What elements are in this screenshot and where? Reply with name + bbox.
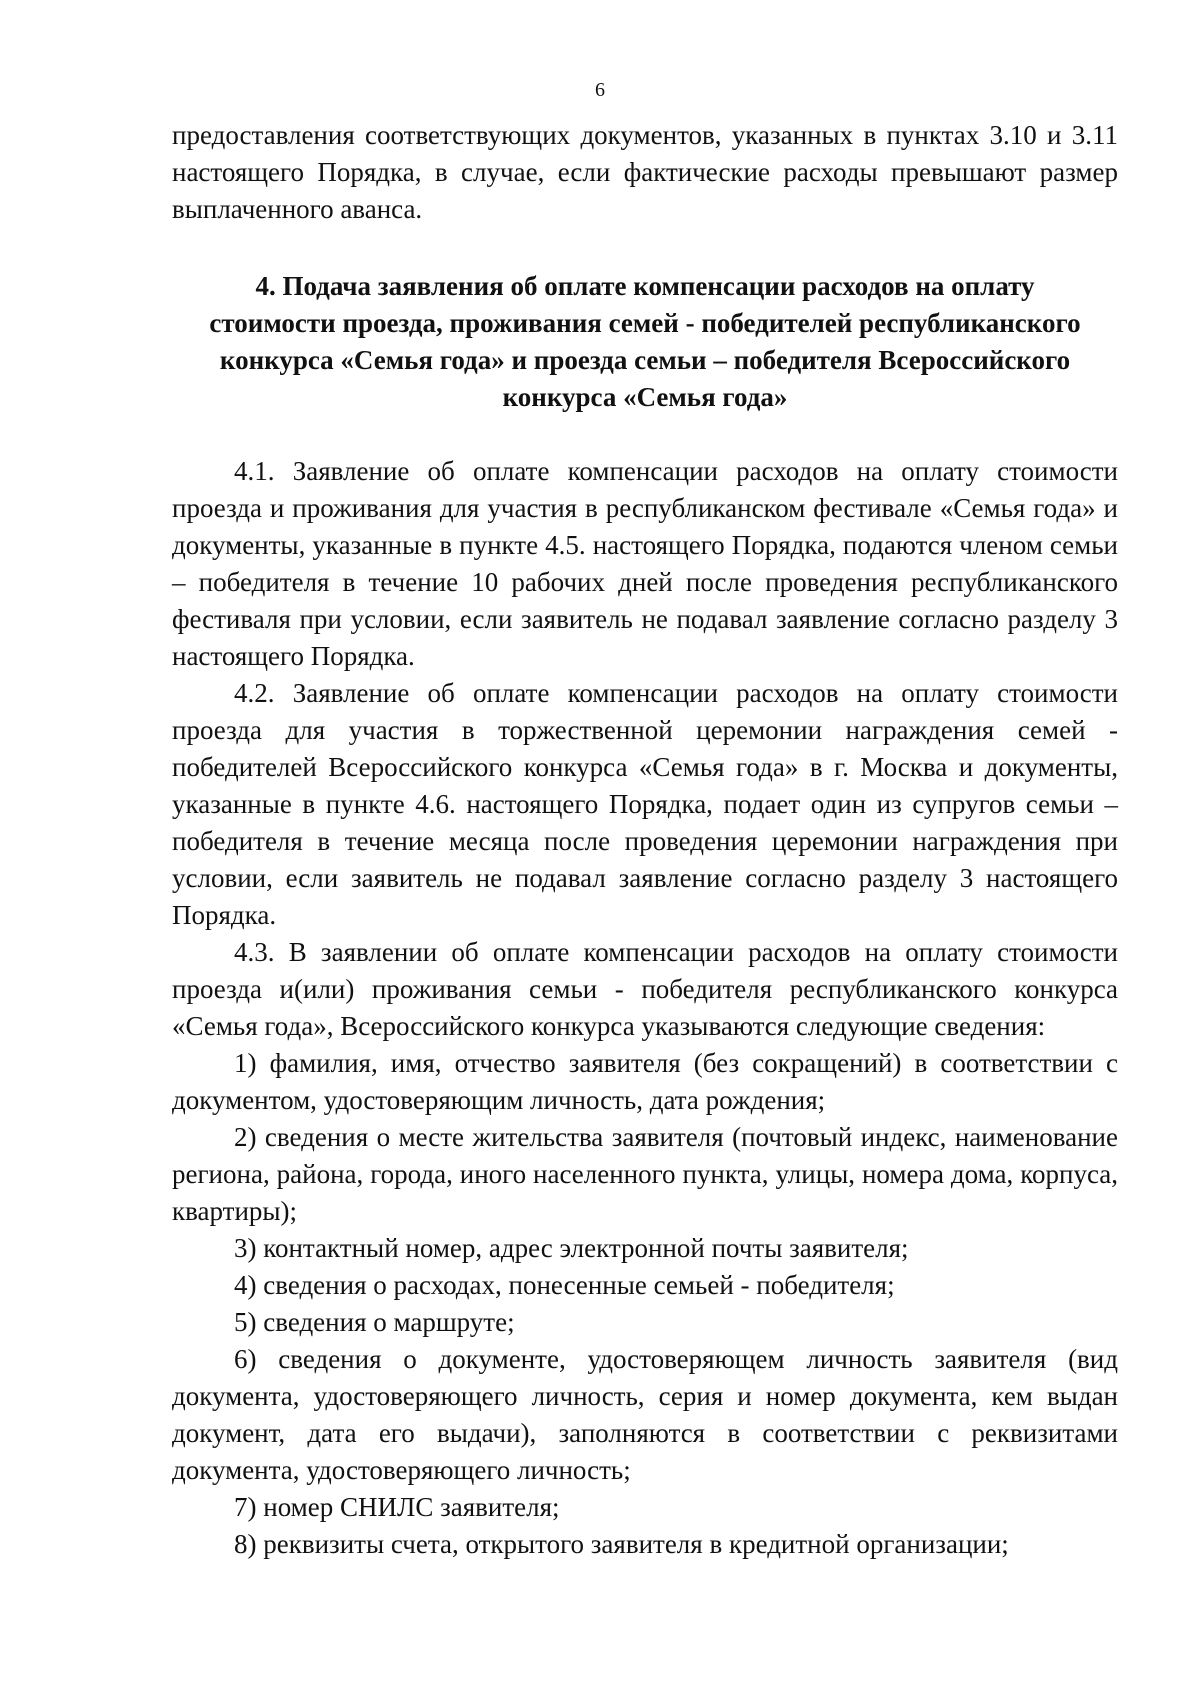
paragraph-4-1: 4.1. Заявление об оплате компенсации расходов на оплату стоимости проезда и проживания для участия в республиканском фестивале «Семья года» и документы, указанные в пункте 4.5. настоящего Порядка, подаются членом семьи – победителя в течение 10 рабочих дней после проведения республиканского фестиваля при условии, если заявитель не подавал заявление согласно разделу 3 настоящего Порядка. [172, 456, 1118, 671]
list-item-7: 7) номер СНИЛС заявителя; [234, 1492, 560, 1522]
list-item-3: 3) контактный номер, адрес электронной почты заявителя; [234, 1233, 909, 1263]
list-item-6: 6) сведения о документе, удостоверяющем личность заявителя (вид документа, удостоверяющего личность, серия и номер документа, кем выдан документ, дата его выдачи), заполняются в соответствии с реквизитами документа, удостоверяющего личность; [172, 1344, 1118, 1485]
list-item-2: 2) сведения о месте жительства заявителя (почтовый индекс, наименование региона, района, города, иного населенного пункта, улицы, номера дома, корпуса, квартиры); [172, 1122, 1118, 1226]
list-item-1: 1) фамилия, имя, отчество заявителя (без сокращений) в соответствии с документом, удостоверяющим личность, дата рождения; [172, 1048, 1118, 1115]
list-item-4: 4) сведения о расходах, понесенные семьей - победителя; [234, 1270, 895, 1300]
list-item-8: 8) реквизиты счета, открытого заявителя в кредитной организации; [234, 1529, 1009, 1559]
paragraph-4-2: 4.2. Заявление об оплате компенсации расходов на оплату стоимости проезда для участия в торжественной церемонии награждения семей - победителей Всероссийского конкурса «Семья года» в г. Москва и документы, указанные в пункте 4.6. настоящего Порядка, подает один из супругов семьи – победителя в течение месяца после проведения церемонии награждения при условии, если заявитель не подавал заявление согласно разделу 3 настоящего Порядка. [172, 678, 1118, 930]
page-number: 6 [595, 79, 605, 101]
paragraph-4-3: 4.3. В заявлении об оплате компенсации расходов на оплату стоимости проезда и(или) проживания семьи - победителя республиканского конкурса «Семья года», Всероссийского конкурса указываются следующие сведения: [172, 937, 1118, 1041]
document-body [172, 117, 1118, 1563]
section-heading: 4. Подача заявления об оплате компенсации расходов на оплату стоимости проезда, проживания семей - победителей республиканского конкурса «Семья года» и проезда семьи – победителя Всероссийского конкурса «Семья года» [209, 271, 1081, 412]
list-item-5: 5) сведения о маршруте; [234, 1307, 515, 1337]
intro-paragraph: предоставления соответствующих документов, указанных в пунктах 3.10 и 3.11 настоящего Порядка, в случае, если фактические расходы превышают размер выплаченного аванса. [172, 120, 1118, 224]
